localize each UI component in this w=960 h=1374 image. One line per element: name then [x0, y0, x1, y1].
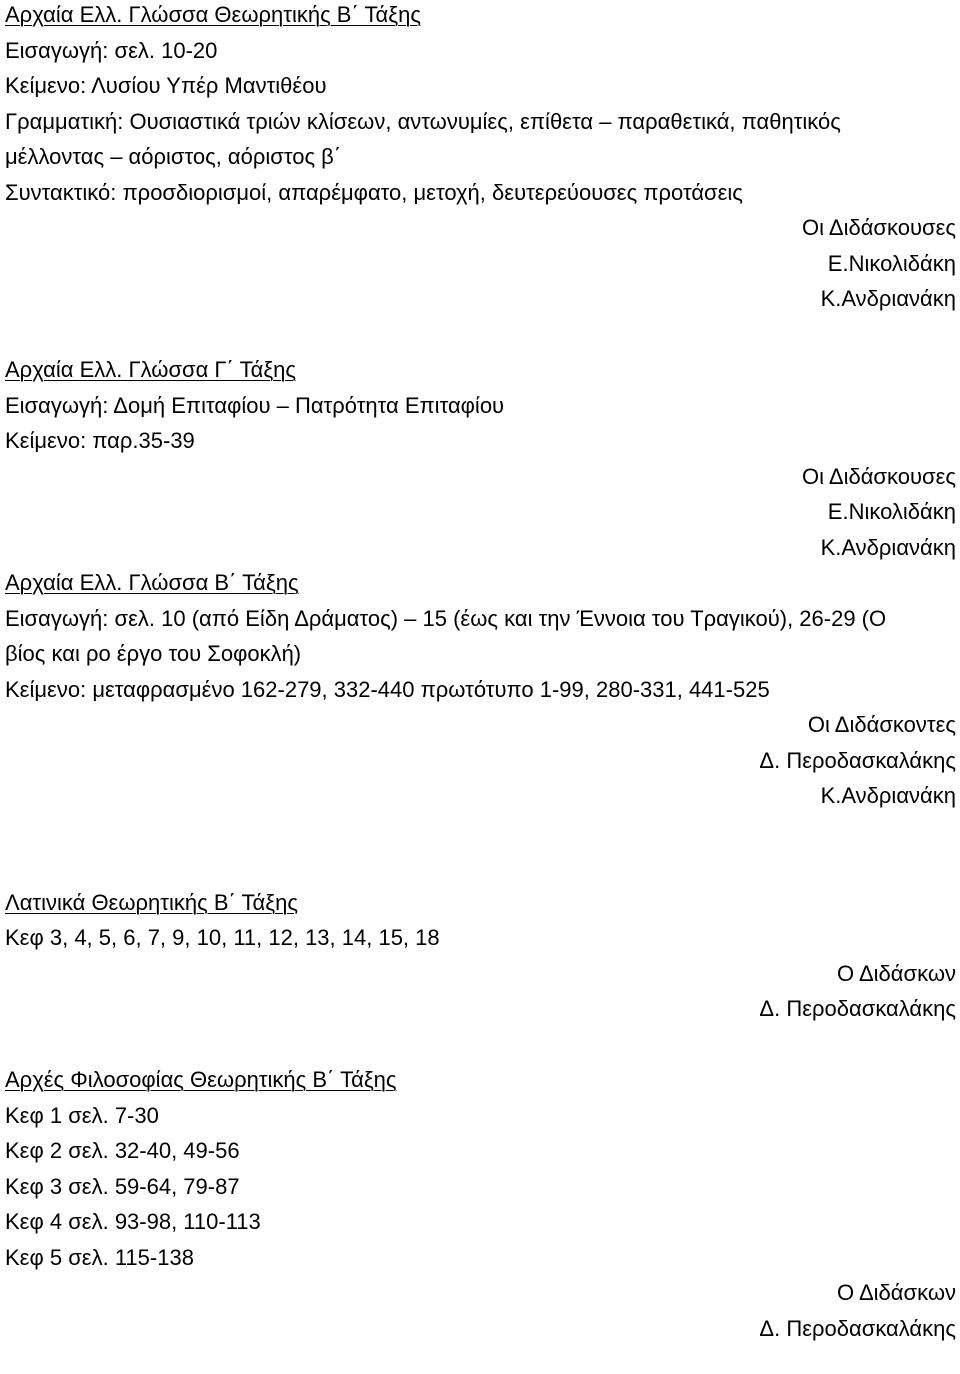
section-line: Εισαγωγή: σελ. 10-20 [5, 37, 218, 63]
teacher-name: Δ. Περοδασκαλάκης [759, 996, 956, 1021]
section-line: Γραμματική: Ουσιαστικά τριών κλίσεων, αντωνυμίες, επίθετα – παραθετικά, παθητικός [5, 108, 841, 134]
section-line: μέλλοντας – αόριστος, αόριστος β΄ [5, 144, 342, 169]
section-line: Κεφ 3, 4, 5, 6, 7, 9, 10, 11, 12, 13, 14, 15, 18 [5, 925, 440, 950]
section-title: Αρχαία Ελλ. Γλώσσα Θεωρητικής Β΄ Τάξης [5, 2, 421, 27]
spacer [5, 817, 956, 853]
section-line: Κεφ 2 σελ. 32-40, 49-56 [5, 1138, 240, 1163]
teacher-name: Δ. Περοδασκαλάκης [759, 1315, 956, 1341]
spacer [5, 1030, 956, 1066]
section-line: Κεφ 5 σελ. 115-138 [5, 1244, 194, 1270]
section-line: Κεφ 1 σελ. 7-30 [5, 1102, 159, 1128]
section-line: Εισαγωγή: σελ. 10 (από Είδη Δράματος) – 15 (έως και την Έννοια του Τραγικού), 26-29 (Ο [5, 605, 887, 631]
section-title: Λατινικά Θεωρητικής Β΄ Τάξης [5, 889, 298, 915]
teacher-name: Κ.Ανδριανάκη [820, 286, 956, 311]
section-latin-theoretical-b [5, 888, 956, 1030]
teachers-label: Ο Διδάσκων [836, 1280, 956, 1305]
section-line: Συντακτικό: προσδιορισμοί, απαρέμφατο, μετοχή, δευτερεύουσες προτάσεις [5, 179, 743, 205]
spacer [5, 852, 956, 888]
section-line: Κεφ 3 σελ. 59-64, 79-87 [5, 1173, 240, 1199]
teachers-label: Ο Διδάσκων [836, 960, 956, 986]
section-line: Κείμενο: μεταφρασμένο 162-279, 332-440 πρωτότυπο 1-99, 280-331, 441-525 [5, 676, 770, 702]
teachers-label: Οι Διδάσκοντες [807, 712, 956, 737]
teachers-label: Οι Διδάσκουσες [801, 463, 956, 489]
section-ancient-greek-b [5, 568, 956, 817]
teacher-name: Ε.Νικολιδάκη [827, 250, 956, 276]
teacher-name: Κ.Ανδριανάκη [820, 534, 956, 560]
section-title: Αρχαία Ελλ. Γλώσσα Β΄ Τάξης [5, 570, 299, 595]
section-ancient-greek-theoretical-b [5, 0, 956, 320]
section-line: Εισαγωγή: Δομή Επιταφίου – Πατρότητα Επιταφίου [5, 392, 505, 418]
teacher-name: Δ. Περοδασκαλάκης [759, 747, 956, 773]
section-line: βίος και ρο έργο του Σοφοκλή) [5, 641, 302, 666]
spacer [5, 320, 956, 356]
section-title: Αρχές Φιλοσοφίας Θεωρητικής Β΄ Τάξης [5, 1067, 397, 1092]
teacher-name: Ε.Νικολιδάκη [827, 499, 956, 524]
section-ancient-greek-c [5, 355, 956, 568]
section-title: Αρχαία Ελλ. Γλώσσα Γ΄ Τάξης [5, 357, 297, 382]
section-line: Κεφ 4 σελ. 93-98, 110-113 [5, 1209, 261, 1234]
teacher-name: Κ.Ανδριανάκη [820, 783, 956, 808]
document-page [5, 0, 956, 1349]
section-line: Κείμενο: παρ.35-39 [5, 428, 195, 453]
teachers-label: Οι Διδάσκουσες [801, 215, 956, 240]
section-philosophy-theoretical-b [5, 1065, 956, 1349]
section-line: Κείμενο: Λυσίου Υπέρ Μαντιθέου [5, 73, 327, 98]
